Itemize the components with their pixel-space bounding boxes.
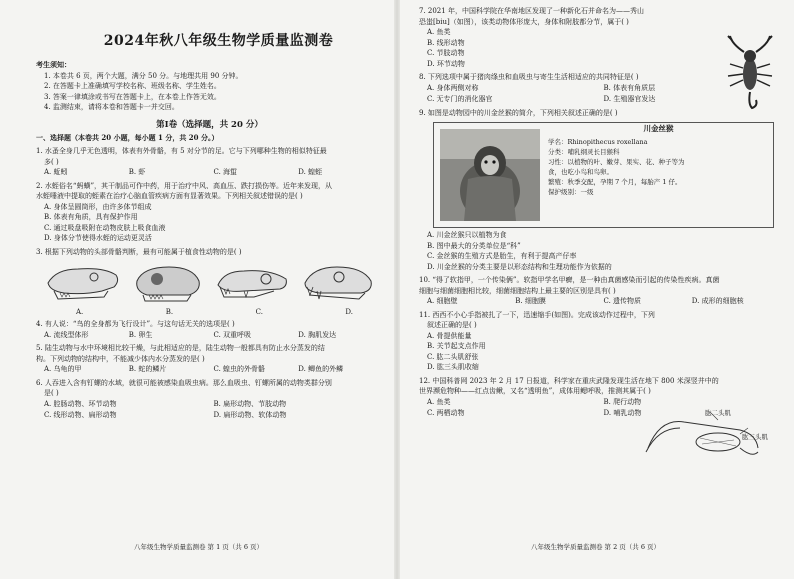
option: A. 蚯蚓 (44, 168, 68, 176)
option: C. 海蜇 (213, 168, 238, 176)
card-title: 川金丝猴 (643, 124, 674, 133)
option: D. 鲫鱼的外鳞 (298, 365, 344, 373)
question-6 (36, 378, 383, 421)
question-3 (36, 247, 383, 317)
skull-c-figure (214, 261, 292, 303)
option: C. 线形动物、扁形动物 (44, 410, 117, 419)
question-11 (419, 310, 780, 373)
option: B. 关节起支点作用 (427, 342, 486, 350)
option: A. 川金丝猴只以植物为食 (427, 231, 507, 239)
option: C. 两栖动物 (427, 408, 465, 417)
question-text: 12. 中国科普网 2023 年 2 月 17 日报道，科学家在重庆武隆发现生活在地下 800 米深竖井中的 (419, 376, 719, 385)
skull-a-figure (44, 261, 122, 303)
option: C. 蝗虫的外骨骼 (213, 365, 266, 373)
option: C. 无专门的消化器官 (427, 94, 493, 103)
question-text: 世界濒危物种——红点齿鳅，又名“透明鱼”，成体用鳃呼吸，推测其属于( ) (419, 387, 651, 395)
question-2 (36, 181, 383, 244)
option: D. 身体分节使得水蛭的运动更灵活 (44, 234, 152, 242)
option: B. 爬行动物 (603, 397, 642, 406)
option: C. 肱二头肌舒张 (427, 352, 479, 361)
option: B. 线形动物 (427, 38, 465, 47)
options (36, 330, 383, 341)
question-text: 细胞与细菌细胞相比较，细菌细胞结构上最主要的区别是具有( ) (419, 286, 616, 295)
option: C. 金丝猴的生殖方式是胎生，有利于提高产仔率 (427, 252, 577, 260)
question-text: 构。下列动物的结构中，不能减少体内水分蒸发的是( ) (36, 354, 205, 363)
options (36, 399, 383, 421)
golden-monkey-card (433, 122, 774, 228)
skull-d-figure (299, 261, 377, 303)
option: D. 哺乳动物 (603, 408, 642, 417)
option: D. 环节动物 (427, 59, 465, 68)
option: B. 卵生 (128, 330, 153, 339)
notice-line: 3. 答案一律填涂或书写在答题卡上，在本卷上作答无效。 (44, 92, 221, 101)
option: B. 蛇的鳞片 (128, 365, 167, 373)
biceps-label: 肱二头肌 (705, 409, 731, 417)
options (36, 364, 383, 375)
question-text: 10. “得了软指甲，一个传染俩”。软指甲学名甲癣，是一种由真菌感染而引起的传染性疾病。真菌 (419, 276, 720, 284)
page-footer: 八年级生物学质量监测卷 第 2 页（共 6 页） (530, 543, 661, 551)
exam-title: 2024年秋八年级生物学质量监测卷 (103, 33, 334, 49)
option: B. 细胞膜 (515, 297, 546, 305)
card-line: 食，也吃小鸟和鸟卵。 (548, 168, 613, 176)
option: D. 生殖器官发达 (603, 94, 656, 103)
card-line: 分类：哺乳纲灵长目猴科 (548, 148, 620, 156)
question-text: 恐蚩[biu]（如图），该类动物体形庞大，身体和附肢都分节，属于( ) (419, 17, 629, 26)
option: A. 腔肠动物、环节动物 (44, 399, 117, 408)
option: D. 川金丝猴的分类主要是以形态结构和生理功能作为依据的 (427, 262, 612, 271)
question-text: 8. 下列选项中属于猪肉绦虫和血吸虫与寄生生活相适应的共同特征是( ) (419, 73, 639, 81)
triceps-label: 肱三头肌 (742, 433, 768, 441)
option: B. 体表有角质层 (603, 83, 656, 92)
scorpion-fossil-figure (722, 34, 778, 114)
option: B. 体表有角质，具有保护作用 (44, 213, 138, 221)
question-text: 水蛭唾液中提取的蛭素在治疗心脑血管疾病方面有显著效果。下列相关叙述错误的是( ) (36, 192, 303, 200)
option: A. 乌龟的甲 (44, 365, 82, 373)
label: D. (345, 308, 353, 316)
page-footer: 八年级生物学质量监测卷 第 1 页（共 6 页） (133, 543, 264, 551)
option: D. 胸肌发达 (298, 330, 337, 339)
label: C. (255, 308, 263, 316)
section-heading: 第Ⅰ卷（选择题，共 20 分） (156, 119, 263, 130)
question-text: 多( ) (44, 157, 59, 166)
option: A. 身体两侧对称 (427, 83, 479, 92)
exam-page-2 (397, 0, 794, 579)
part-heading: 一、选择题（本卷共 20 小题，每小题 1 分，共 20 分。） (36, 132, 219, 142)
option: C. 节肢动物 (427, 49, 465, 57)
option: A. 细胞壁 (427, 297, 458, 305)
question-text: 3. 根据下列动物的头部骨骼判断，最有可能属于植食性动物的是( ) (36, 247, 242, 256)
option: A. 鱼类 (427, 28, 451, 36)
option: C. 通过吸盘吸附在动物皮肤上吸食血液 (44, 223, 166, 232)
question-9 (419, 108, 780, 273)
skull-figures (36, 257, 383, 307)
option: D. 肱三头肌收缩 (427, 363, 479, 371)
question-text: 7. 2021 年，中国科学院在华南地区发现了一种新化石并命名为——秀山 (419, 7, 644, 15)
card-body (548, 137, 685, 197)
question-text: 叙述正确的是( ) (427, 321, 477, 329)
notice-line: 1. 本卷共 6 页，两个大题，满分 50 分。与地理共用 90 分钟。 (44, 71, 243, 80)
question-text: 6. 人吞进入含有钉螺的水域，就很可能被感染血吸虫病。那么血吸虫、钉螺所属的动物类群分别 (36, 378, 332, 387)
question-text: 4. 有人说：“鸟的全身都为飞行设计”。与这句话无关的选项是( ) (36, 320, 235, 328)
notice-heading: 考生须知： (36, 60, 71, 69)
options (36, 167, 383, 178)
question-10 (419, 275, 780, 307)
option: A. 流线型体形 (44, 330, 89, 339)
label: B. (165, 308, 174, 316)
label: A. (76, 308, 84, 316)
question-5 (36, 343, 383, 375)
question-text: 5. 陆生动物与水中环境相比较干燥，与此相适应的是，陆生动物一般都具有防止水分蒸发的结 (36, 344, 325, 352)
option: A. 骨提供能量 (427, 331, 472, 340)
option: A. 鱼类 (427, 397, 451, 406)
options (419, 296, 780, 307)
option: B. 虾 (128, 168, 146, 176)
option: D. 蝗蛭 (298, 168, 323, 176)
option: B. 扁形动物、节肢动物 (213, 399, 287, 408)
question-text: 2. 水蛭俗名“蚂蟥”，其干制品可作中药，用于治疗中风、高血压、跌打损伤等。近年来发现，从 (36, 181, 333, 190)
card-line: 学名：Rhinopithecus roxellana (548, 138, 648, 146)
question-text: 是( ) (44, 389, 59, 397)
notice-block (36, 60, 383, 113)
notice-line: 2. 在答题卡上准确填写学校名称、班级名称、学生姓名。 (44, 82, 221, 90)
option: A. 身体呈圆筒形，由许多体节组成 (44, 202, 152, 211)
question-text: 11. 西西不小心手指被扎了一下，迅速缩手(如图)。完成该动作过程中，下列 (419, 310, 655, 319)
golden-monkey-photo (440, 129, 540, 221)
option: D. 成形的细胞核 (691, 297, 744, 305)
notice-line: 4. 监测结束，请将本卷和答题卡一并交回。 (44, 103, 179, 111)
card-line: 繁殖：秋季交配，孕期 7 个月，每胎产 1 仔。 (548, 178, 682, 186)
question-text: 1. 水蚤全身几乎无色透明，体表有外骨骼，有 5 对分节的足。它与下列哪种生物的相似特征最 (36, 147, 327, 155)
question-1 (36, 146, 383, 178)
question-text: 9. 如图是动物园中的川金丝猴的简介，下列相关叙述正确的是( ) (419, 108, 618, 117)
option: B. 图中最大的分类单位是“科” (427, 241, 521, 250)
option: D. 扁形动物、软体动物 (213, 410, 287, 419)
option: C. 遗传物质 (603, 297, 642, 305)
skull-b-figure (129, 261, 207, 303)
card-line: 保护级别：一级 (548, 188, 594, 196)
option: C. 双重呼吸 (213, 330, 252, 339)
question-4 (36, 319, 383, 340)
skull-labels (36, 308, 383, 316)
card-line: 习性：以植物的叶、嫩芽、果实、花、种子等为 (548, 158, 685, 166)
